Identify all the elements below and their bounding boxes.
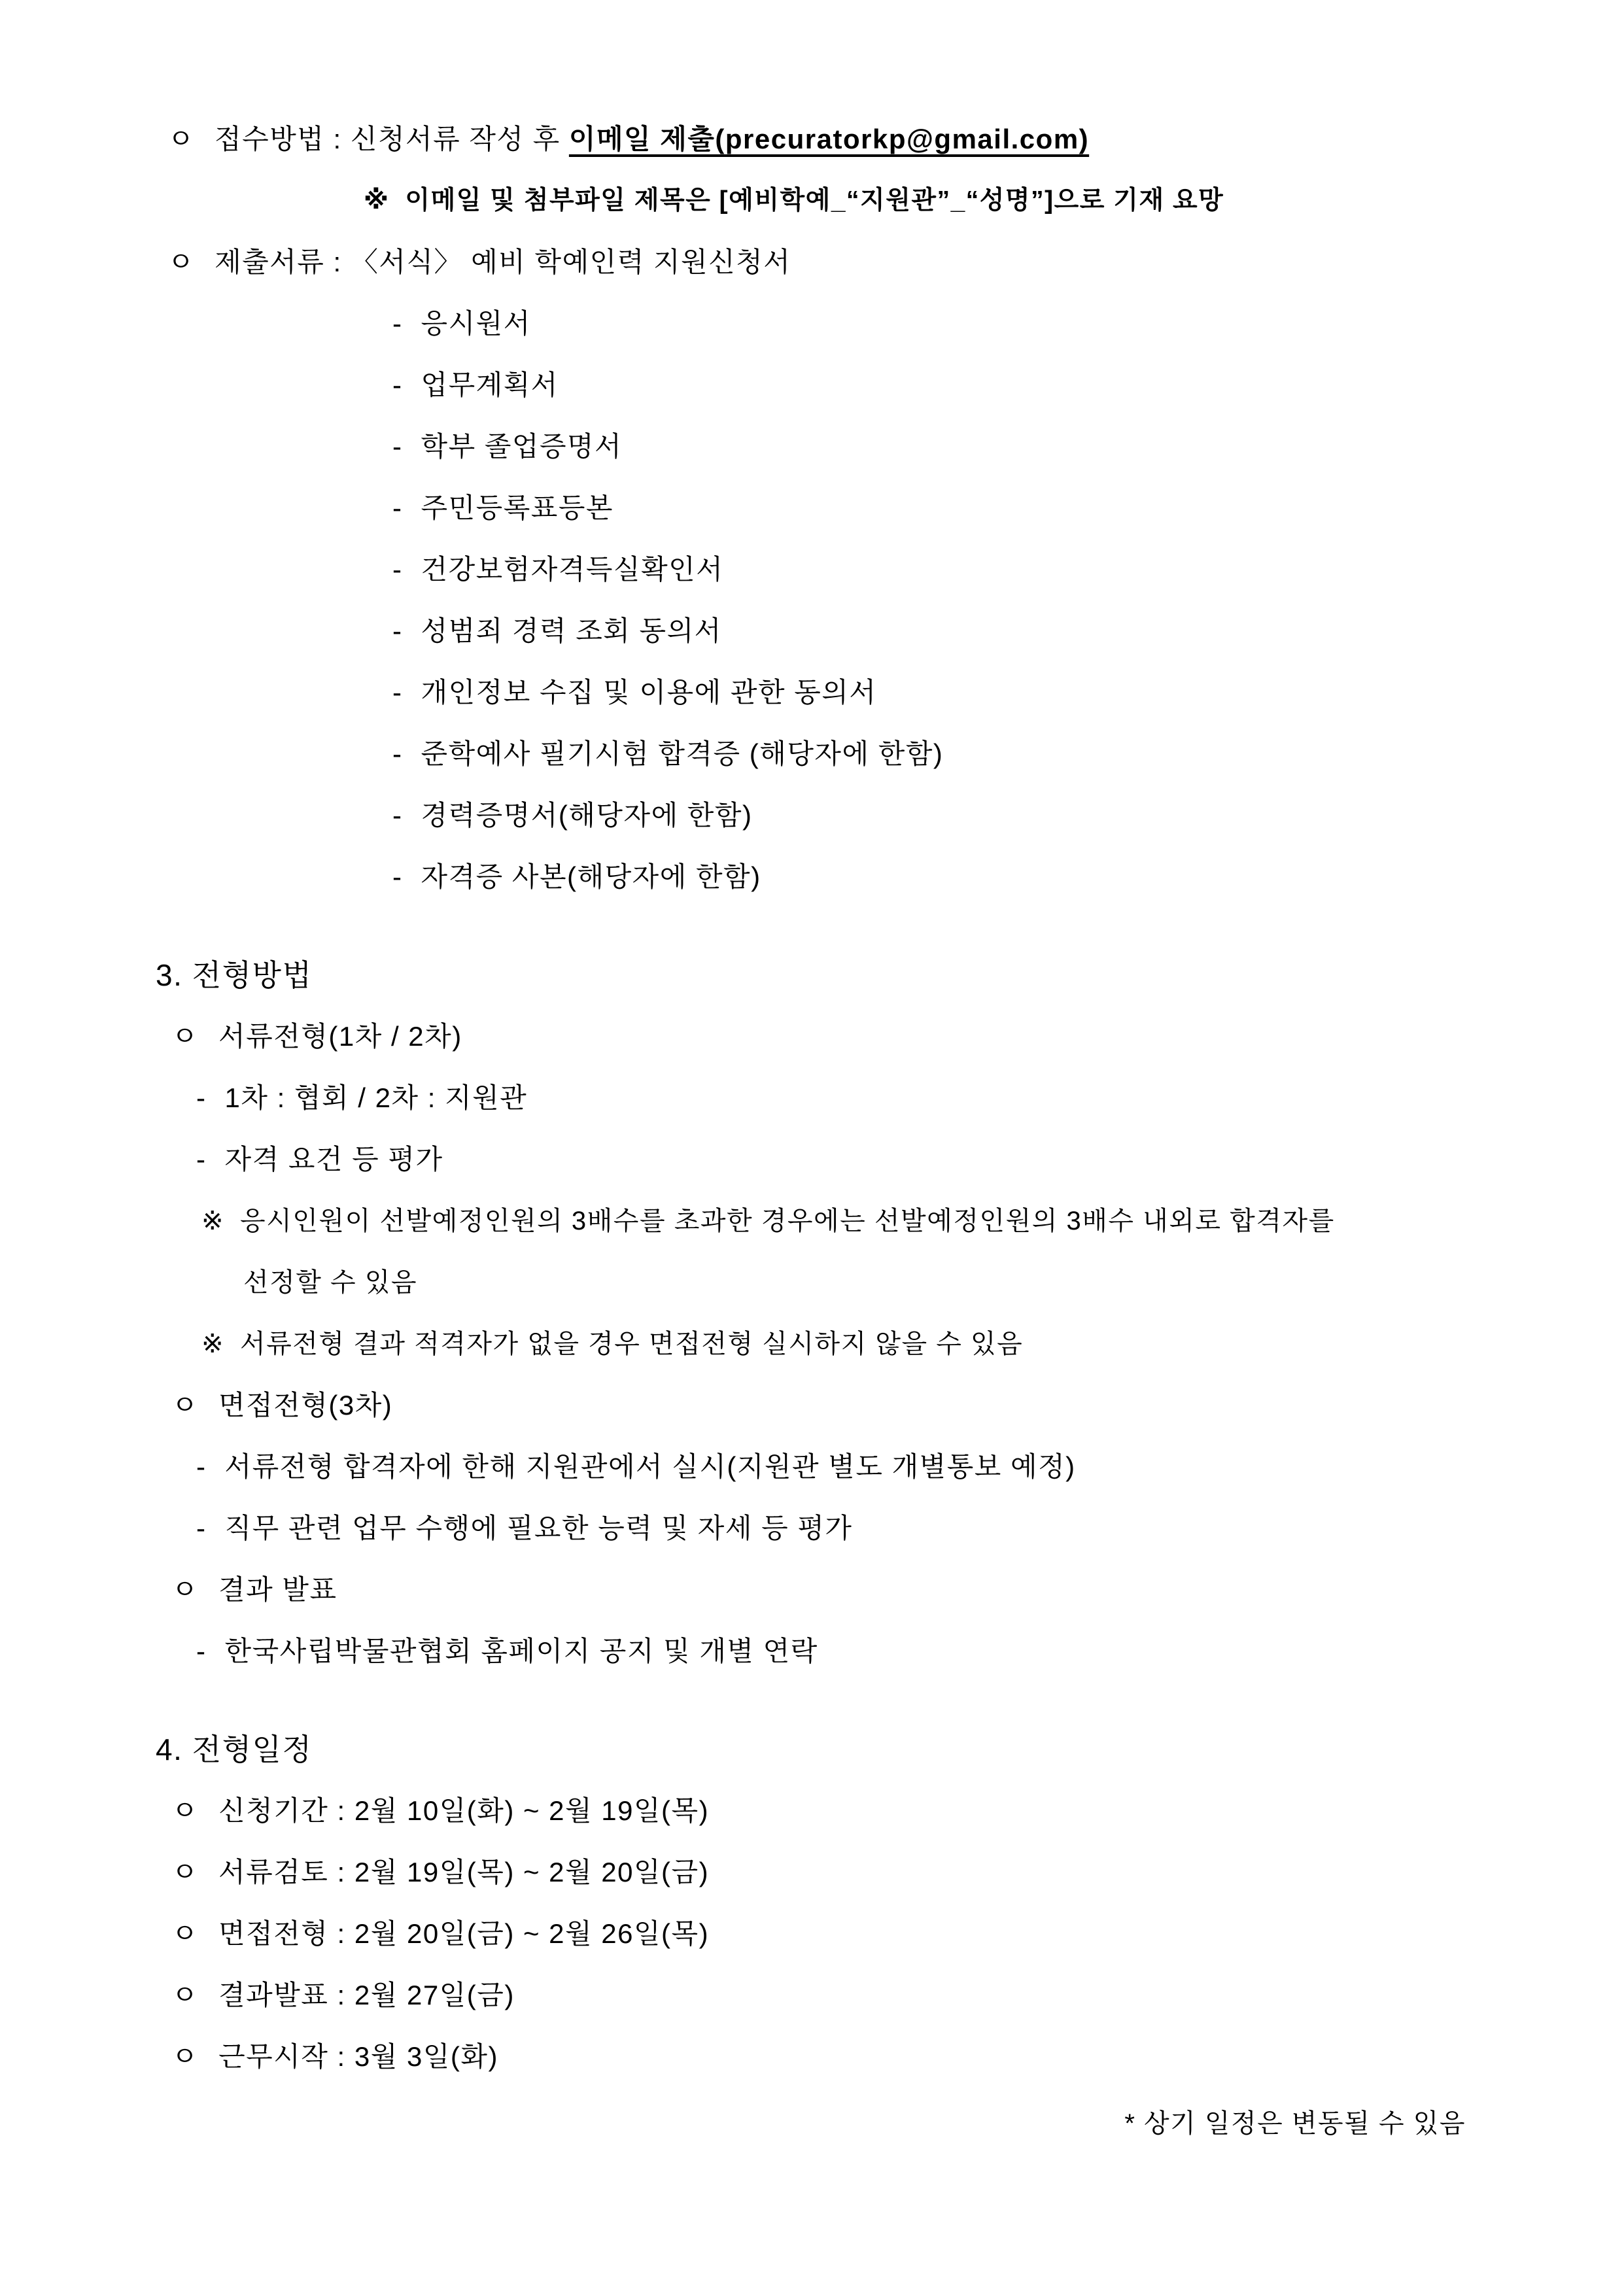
doc-item-text: 자격증 사본(해당자에 한함) bbox=[421, 861, 761, 892]
doc-item bbox=[0, 354, 1624, 416]
dash-bullet: - bbox=[196, 1513, 207, 1543]
schedule-item bbox=[0, 2026, 1624, 2088]
selection-item bbox=[0, 1621, 1624, 1682]
selection-item-text: 직무 관련 업무 수행에 필요한 능력 및 자세 등 평가 bbox=[224, 1513, 853, 1543]
doc-item-text: 경력증명서(해당자에 한함) bbox=[421, 800, 753, 831]
doc-item bbox=[0, 846, 1624, 908]
selection-note-continuation: 선정할 수 있음 bbox=[243, 1268, 418, 1297]
doc-item-text: 학부 졸업증명서 bbox=[421, 431, 623, 462]
doc-item-text: 준학예사 필기시험 합격증 (해당자에 한함) bbox=[421, 738, 944, 769]
schedule-item bbox=[0, 1965, 1624, 2026]
reception-method-line bbox=[0, 109, 1624, 170]
selection-item bbox=[0, 1006, 1624, 1067]
doc-item-text: 업무계획서 bbox=[421, 370, 559, 400]
dash-bullet: - bbox=[392, 861, 403, 892]
doc-item bbox=[0, 416, 1624, 477]
circle-bullet: ㅇ bbox=[171, 1857, 199, 1887]
schedule-item-text: 면접전형 : 2월 20일(금) ~ 2월 26일(목) bbox=[218, 1918, 710, 1949]
circle-bullet: ㅇ bbox=[167, 124, 196, 154]
doc-item bbox=[0, 600, 1624, 662]
selection-item-text: 자격 요건 등 평가 bbox=[224, 1144, 443, 1175]
doc-item bbox=[0, 539, 1624, 600]
dash-bullet: - bbox=[392, 431, 403, 462]
doc-item bbox=[0, 293, 1624, 354]
dash-bullet: - bbox=[392, 677, 403, 708]
email-submit-emphasis: 이메일 제출(precuratorkp@gmail.com) bbox=[568, 124, 1090, 154]
schedule-footnote: * 상기 일정은 변동될 수 있음 bbox=[1124, 2109, 1466, 2138]
doc-item bbox=[0, 662, 1624, 723]
circle-bullet: ㅇ bbox=[171, 1574, 199, 1605]
submission-docs-text: 제출서류 : 〈서식〉 예비 학예인력 지원신청서 bbox=[215, 247, 791, 277]
selection-item-text: 서류전형(1차 / 2차) bbox=[218, 1021, 462, 1052]
doc-item-text: 성범죄 경력 조회 동의서 bbox=[421, 615, 722, 646]
selection-item-text: 결과 발표 bbox=[218, 1574, 337, 1605]
dash-bullet: - bbox=[392, 554, 403, 585]
selection-note bbox=[0, 1190, 1624, 1252]
dash-bullet: - bbox=[196, 1082, 207, 1113]
dash-bullet: - bbox=[196, 1636, 207, 1666]
section-4-heading: 4. 전형일정 bbox=[156, 1732, 313, 1766]
dash-bullet: - bbox=[392, 615, 403, 646]
selection-item-text: 면접전형(3차) bbox=[218, 1390, 393, 1420]
circle-bullet: ㅇ bbox=[167, 247, 196, 277]
circle-bullet: ㅇ bbox=[171, 1390, 199, 1420]
selection-note-text: 서류전형 결과 적격자가 없을 경우 면접전형 실시하지 않을 수 있음 bbox=[240, 1330, 1024, 1358]
selection-note-text: 응시인원이 선발예정인원의 3배수를 초과한 경우에는 선발예정인원의 3배수 내외로 합격자를 bbox=[240, 1207, 1335, 1235]
submission-docs-line bbox=[0, 232, 1624, 293]
selection-item bbox=[0, 1498, 1624, 1559]
selection-item bbox=[0, 1436, 1624, 1498]
reference-mark: ※ bbox=[364, 186, 390, 215]
selection-item bbox=[0, 1067, 1624, 1129]
schedule-item-text: 결과발표 : 2월 27일(금) bbox=[218, 1980, 515, 2010]
doc-item bbox=[0, 477, 1624, 539]
reference-mark: ※ bbox=[201, 1330, 225, 1358]
circle-bullet: ㅇ bbox=[171, 1795, 199, 1826]
email-title-note bbox=[0, 170, 1624, 232]
email-title-note-text: 이메일 및 첨부파일 제목은 [예비학예_“지원관”_“성명”]으로 기재 요망 bbox=[405, 186, 1224, 215]
dash-bullet: - bbox=[392, 800, 403, 831]
dash-bullet: - bbox=[392, 308, 403, 339]
dash-bullet: - bbox=[196, 1144, 207, 1175]
selection-item-text: 1차 : 협회 / 2차 : 지원관 bbox=[224, 1082, 528, 1113]
doc-item-text: 응시원서 bbox=[421, 308, 531, 339]
selection-note bbox=[0, 1313, 1624, 1375]
doc-item bbox=[0, 785, 1624, 846]
selection-item bbox=[0, 1129, 1624, 1190]
schedule-item bbox=[0, 1780, 1624, 1842]
schedule-item-text: 서류검토 : 2월 19일(목) ~ 2월 20일(금) bbox=[218, 1857, 710, 1887]
circle-bullet: ㅇ bbox=[171, 1021, 199, 1052]
circle-bullet: ㅇ bbox=[171, 1980, 199, 2010]
doc-item-text: 건강보험자격득실확인서 bbox=[421, 554, 724, 585]
selection-item bbox=[0, 1375, 1624, 1436]
reference-mark: ※ bbox=[201, 1207, 225, 1235]
selection-item bbox=[0, 1559, 1624, 1621]
circle-bullet: ㅇ bbox=[171, 2041, 199, 2072]
reception-method-text: 접수방법 : 신청서류 작성 후 bbox=[215, 124, 569, 154]
doc-item bbox=[0, 723, 1624, 785]
dash-bullet: - bbox=[196, 1451, 207, 1482]
selection-item-text: 한국사립박물관협회 홈페이지 공지 및 개별 연락 bbox=[224, 1636, 818, 1666]
section-3-heading: 3. 전형방법 bbox=[156, 958, 313, 992]
schedule-item-text: 신청기간 : 2월 10일(화) ~ 2월 19일(목) bbox=[218, 1795, 710, 1826]
selection-item-text: 서류전형 합격자에 한해 지원관에서 실시(지원관 별도 개별통보 예정) bbox=[224, 1451, 1076, 1482]
dash-bullet: - bbox=[392, 492, 403, 523]
doc-item-text: 개인정보 수집 및 이용에 관한 동의서 bbox=[421, 677, 877, 708]
doc-item-text: 주민등록표등본 bbox=[421, 492, 614, 523]
schedule-item-text: 근무시작 : 3월 3일(화) bbox=[218, 2041, 498, 2072]
schedule-item bbox=[0, 1842, 1624, 1903]
dash-bullet: - bbox=[392, 738, 403, 769]
dash-bullet: - bbox=[392, 370, 403, 400]
circle-bullet: ㅇ bbox=[171, 1918, 199, 1949]
schedule-item bbox=[0, 1903, 1624, 1965]
